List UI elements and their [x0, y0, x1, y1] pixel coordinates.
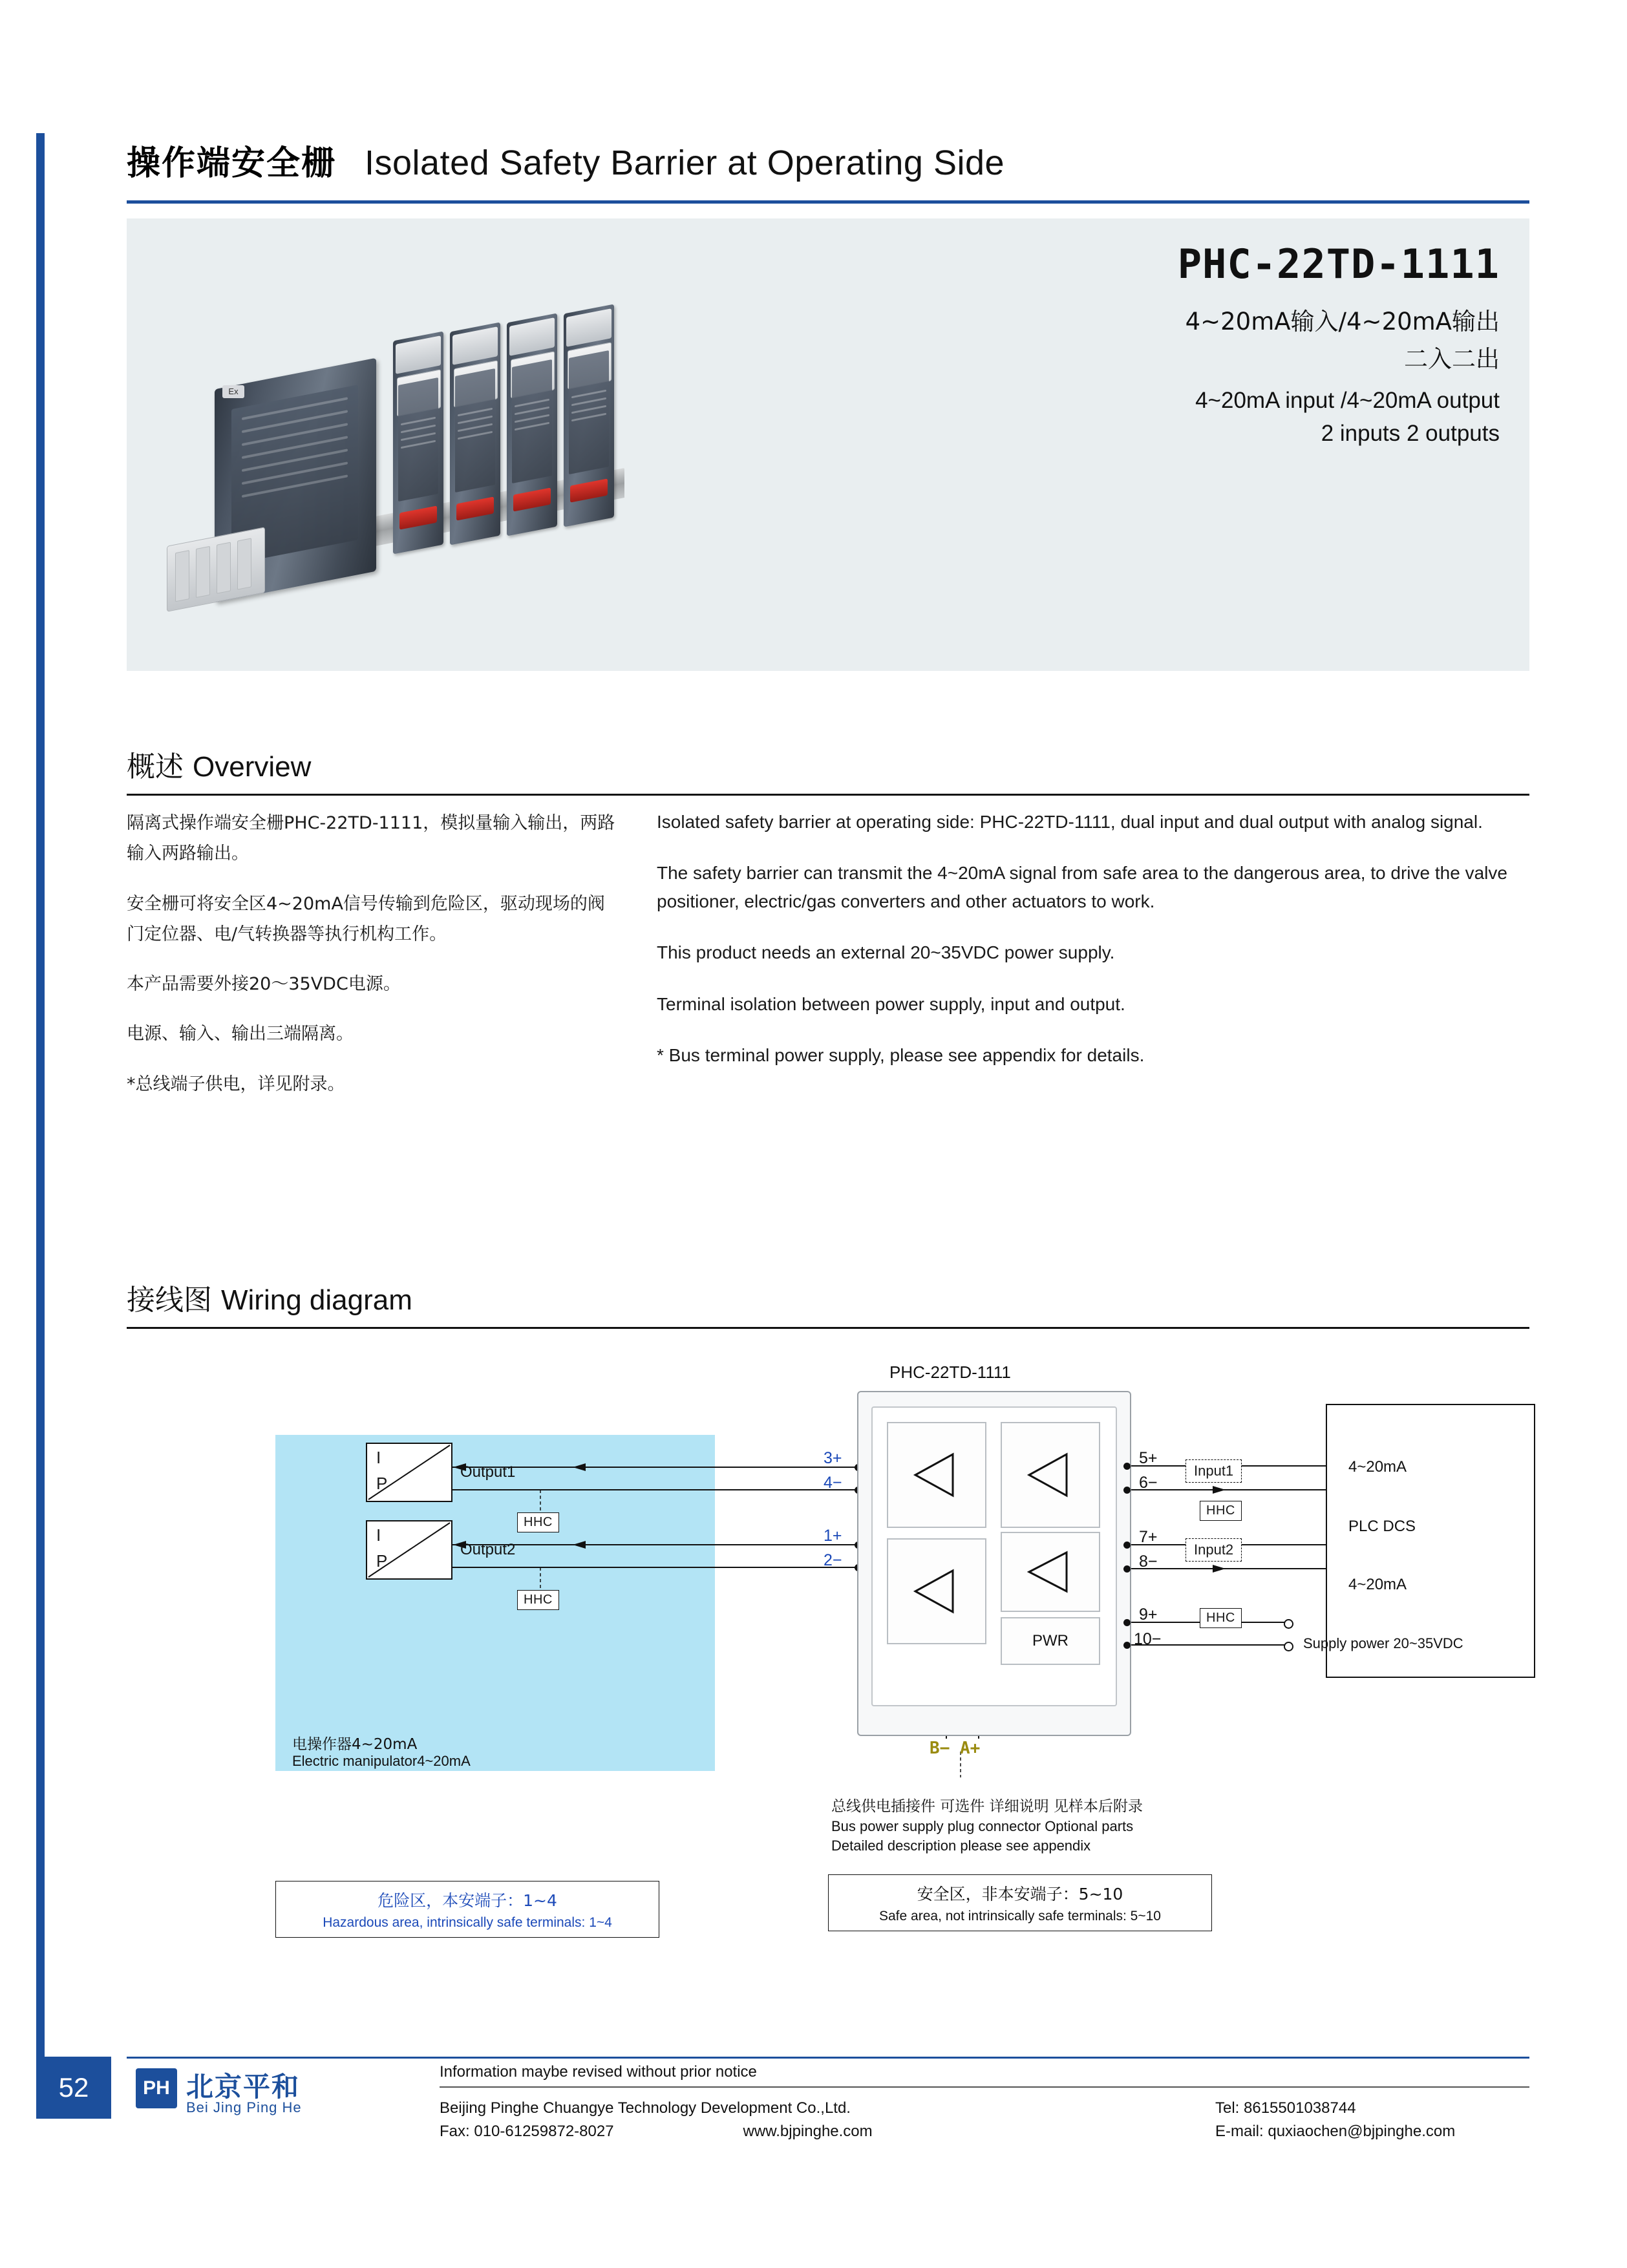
footer-email[interactable]: E-mail: quxiaochen@bjpinghe.com — [1215, 2123, 1456, 2140]
amplifier-cell-3 — [887, 1538, 986, 1644]
wiring-diagram — [127, 1351, 1529, 1965]
terminal-6minus: 6− — [1139, 1474, 1158, 1492]
overview-rule — [127, 794, 1529, 796]
overview-cn-para-4: 电源、输入、输出三端隔离。 — [127, 1024, 354, 1044]
plc-dcs-label: PLC DCS — [1348, 1518, 1416, 1535]
electric-manipulator-2 — [366, 1520, 452, 1580]
bus-note-cn: 总线供电插接件 可选件 详细说明 见样本后附录 — [831, 1798, 1143, 1815]
hhc-tag-output2: HHC — [517, 1590, 559, 1610]
hero-band — [127, 218, 1529, 671]
terminal-4minus: 4− — [824, 1474, 842, 1492]
amplifier-cell-1 — [887, 1422, 986, 1528]
product-photo — [160, 259, 742, 646]
overview-body — [127, 808, 1529, 1119]
hero-spec-block — [756, 240, 1500, 449]
logo-mark-icon: PH — [136, 2068, 177, 2108]
hhc-tag-supply: HHC — [1200, 1608, 1242, 1628]
footer-left-block — [440, 2097, 873, 2143]
supply-open-dot-plus — [1284, 1619, 1293, 1629]
amplifier-cell-2 — [1001, 1422, 1100, 1528]
overview-en-para-5: * Bus terminal power supply, please see appendix for details. — [657, 1044, 1145, 1065]
electric-manipulator-1 — [366, 1443, 452, 1502]
product-module-2 — [393, 331, 443, 554]
overview-cn-para-2: 安全栅可将安全区4~20mA信号传输到危险区，驱动现场的阀门定位器、电/气转换器等执行机构工作。 — [127, 893, 605, 944]
amplifier-triangle-icon — [888, 1540, 985, 1643]
overview-chinese-column — [127, 808, 618, 1119]
ip-box-1-bottom-label: P — [376, 1474, 388, 1493]
legend-safe-cn: 安全区，非本安端子：5~10 — [917, 1885, 1123, 1903]
hero-spec-en-2: 2 inputs 2 outputs — [1321, 420, 1500, 446]
footer-notice: Information maybe revised without prior notice — [440, 2063, 757, 2081]
terminal-dot-9 — [1123, 1619, 1131, 1626]
amplifier-triangle-icon — [1002, 1533, 1099, 1611]
logo-name-pinyin: Bei Jing Ping He — [186, 2099, 302, 2115]
module-red-clip — [456, 496, 494, 520]
overview-cn-para-5: *总线端子供电，详见附录。 — [127, 1074, 345, 1094]
terminal-dot-10 — [1123, 1642, 1131, 1649]
legend-hazardous — [275, 1881, 659, 1938]
legend-safe-en: Safe area, not intrinsically safe terminals: 5~10 — [879, 1909, 1161, 1924]
footer-separator — [440, 2086, 1529, 2088]
section-wiring-heading — [127, 1277, 1529, 1329]
terminal-dot-5 — [1123, 1463, 1131, 1470]
bus-note-en-1: Bus power supply plug connector Optional parts — [831, 1818, 1134, 1835]
footer-company: Beijing Pinghe Chuangye Technology Development Co.,Ltd. — [440, 2099, 851, 2117]
terminal-8minus: 8− — [1139, 1553, 1158, 1571]
overview-en-para-3: This product needs an external 20~35VDC power supply. — [657, 942, 1115, 963]
supply-open-dot-minus — [1284, 1642, 1293, 1651]
footer-right-block — [1215, 2097, 1455, 2143]
page-header — [127, 136, 1529, 184]
terminal-7plus: 7+ — [1139, 1528, 1158, 1546]
hero-spec-cn-1: 4~20mA输入/4~20mA输出 — [1185, 308, 1500, 335]
module-red-clip — [570, 478, 608, 502]
bus-notes — [831, 1797, 1143, 1855]
footer-rule — [127, 2057, 1529, 2059]
hero-spec-en-1: 4~20mA input /4~20mA output — [1195, 388, 1500, 414]
overview-en-para-4: Terminal isolation between power supply, input and output. — [657, 993, 1125, 1014]
module-top-cap — [509, 317, 555, 356]
wiring-rule — [127, 1327, 1529, 1329]
overview-english-column — [657, 808, 1516, 1119]
module-red-clip — [513, 487, 551, 511]
ex-badge: Ex — [222, 385, 244, 398]
bus-terminal-label: B− A+ — [930, 1739, 981, 1758]
product-model: PHC-22TD-1111 — [1177, 240, 1500, 288]
ip-box-2-bottom-label: P — [376, 1551, 388, 1571]
amplifier-triangle-icon — [1002, 1423, 1099, 1527]
hero-spec-cn-2: 二入二出 — [1404, 344, 1500, 373]
terminal-dot-7 — [1123, 1542, 1131, 1549]
supply-power-label: Supply power 20~35VDC — [1303, 1635, 1463, 1651]
header-rule — [127, 200, 1529, 204]
module-top-cap — [396, 335, 441, 374]
hhc-tag-input1: HHC — [1200, 1501, 1242, 1521]
page-title-cn: 操作端安全栅 — [127, 144, 337, 183]
footer-website[interactable]: www.bjpinghe.com — [743, 2123, 873, 2140]
terminal-10minus: 10− — [1134, 1630, 1162, 1648]
terminal-dot-6 — [1123, 1487, 1131, 1494]
footer-tel: Tel: 8615501038744 — [1215, 2099, 1356, 2117]
left-blue-spine — [36, 133, 45, 2119]
left-caption-en: Electric manipulator4~20mA — [292, 1753, 471, 1769]
bus-note-en-2: Detailed description please see appendix — [831, 1837, 1091, 1854]
overview-heading-en: Overview — [193, 751, 312, 783]
amplifier-triangle-icon — [888, 1423, 985, 1527]
product-module-4 — [507, 313, 557, 536]
left-caption-cn: 电操作器4~20mA — [292, 1736, 418, 1753]
device-model-label: PHC-22TD-1111 — [889, 1362, 1011, 1382]
terminal-dot-8 — [1123, 1565, 1131, 1573]
input2-signal-range: 4~20mA — [1348, 1576, 1407, 1593]
output2-label: Output2 — [460, 1541, 516, 1558]
ip-box-2-top-label: I — [376, 1525, 381, 1545]
terminal-5plus: 5+ — [1139, 1449, 1158, 1467]
terminal-3plus: 3+ — [824, 1449, 842, 1467]
legend-safe — [828, 1874, 1212, 1931]
hhc-tag-output1: HHC — [517, 1512, 559, 1532]
power-cell: PWR — [1001, 1617, 1100, 1665]
legend-hazardous-cn: 危险区，本安端子：1~4 — [378, 1891, 557, 1910]
overview-cn-para-1: 隔离式操作端安全栅PHC-22TD-1111，模拟量输入输出，两路输入两路输出。 — [127, 813, 615, 864]
logo-name-cn: 北京平和 — [186, 2071, 301, 2103]
module-red-clip — [399, 505, 437, 529]
overview-heading-cn: 概述 — [127, 750, 184, 783]
wiring-heading-en: Wiring diagram — [221, 1284, 412, 1316]
bus-connector — [167, 527, 265, 612]
wiring-lines — [127, 1351, 1529, 1965]
footer-fax: Fax: 010-61259872-8027 — [440, 2123, 614, 2140]
input1-signal-range: 4~20mA — [1348, 1458, 1407, 1476]
terminal-1plus: 1+ — [824, 1527, 842, 1545]
input2-label: Input2 — [1186, 1538, 1242, 1562]
overview-en-para-1: Isolated safety barrier at operating side: PHC-22TD-1111, dual input and dual output with analog signal. — [657, 812, 1483, 832]
wiring-heading-cn: 接线图 — [127, 1284, 212, 1317]
module-top-cap — [566, 308, 611, 347]
page-number-badge: 52 — [36, 2057, 111, 2119]
terminal-2minus: 2− — [824, 1551, 842, 1569]
input1-label: Input1 — [1186, 1459, 1242, 1483]
output1-label: Output1 — [460, 1463, 516, 1481]
company-logo — [136, 2066, 394, 2117]
legend-hazardous-en: Hazardous area, intrinsically safe terminals: 1~4 — [323, 1915, 612, 1930]
page-title-en: Isolated Safety Barrier at Operating Side — [365, 143, 1005, 182]
section-overview-heading — [127, 743, 1529, 796]
ip-box-1-top-label: I — [376, 1448, 381, 1467]
terminal-9plus: 9+ — [1139, 1606, 1158, 1624]
product-module-5 — [564, 304, 614, 527]
overview-cn-para-3: 本产品需要外接20～35VDC电源。 — [127, 974, 401, 994]
module-top-cap — [452, 326, 498, 365]
amplifier-cell-4 — [1001, 1532, 1100, 1612]
overview-en-para-2: The safety barrier can transmit the 4~20mA signal from safe area to the dangerous area, to drive the valve positioner, electric/gas converters and other actuators to work. — [657, 863, 1507, 911]
product-module-3 — [450, 322, 500, 545]
